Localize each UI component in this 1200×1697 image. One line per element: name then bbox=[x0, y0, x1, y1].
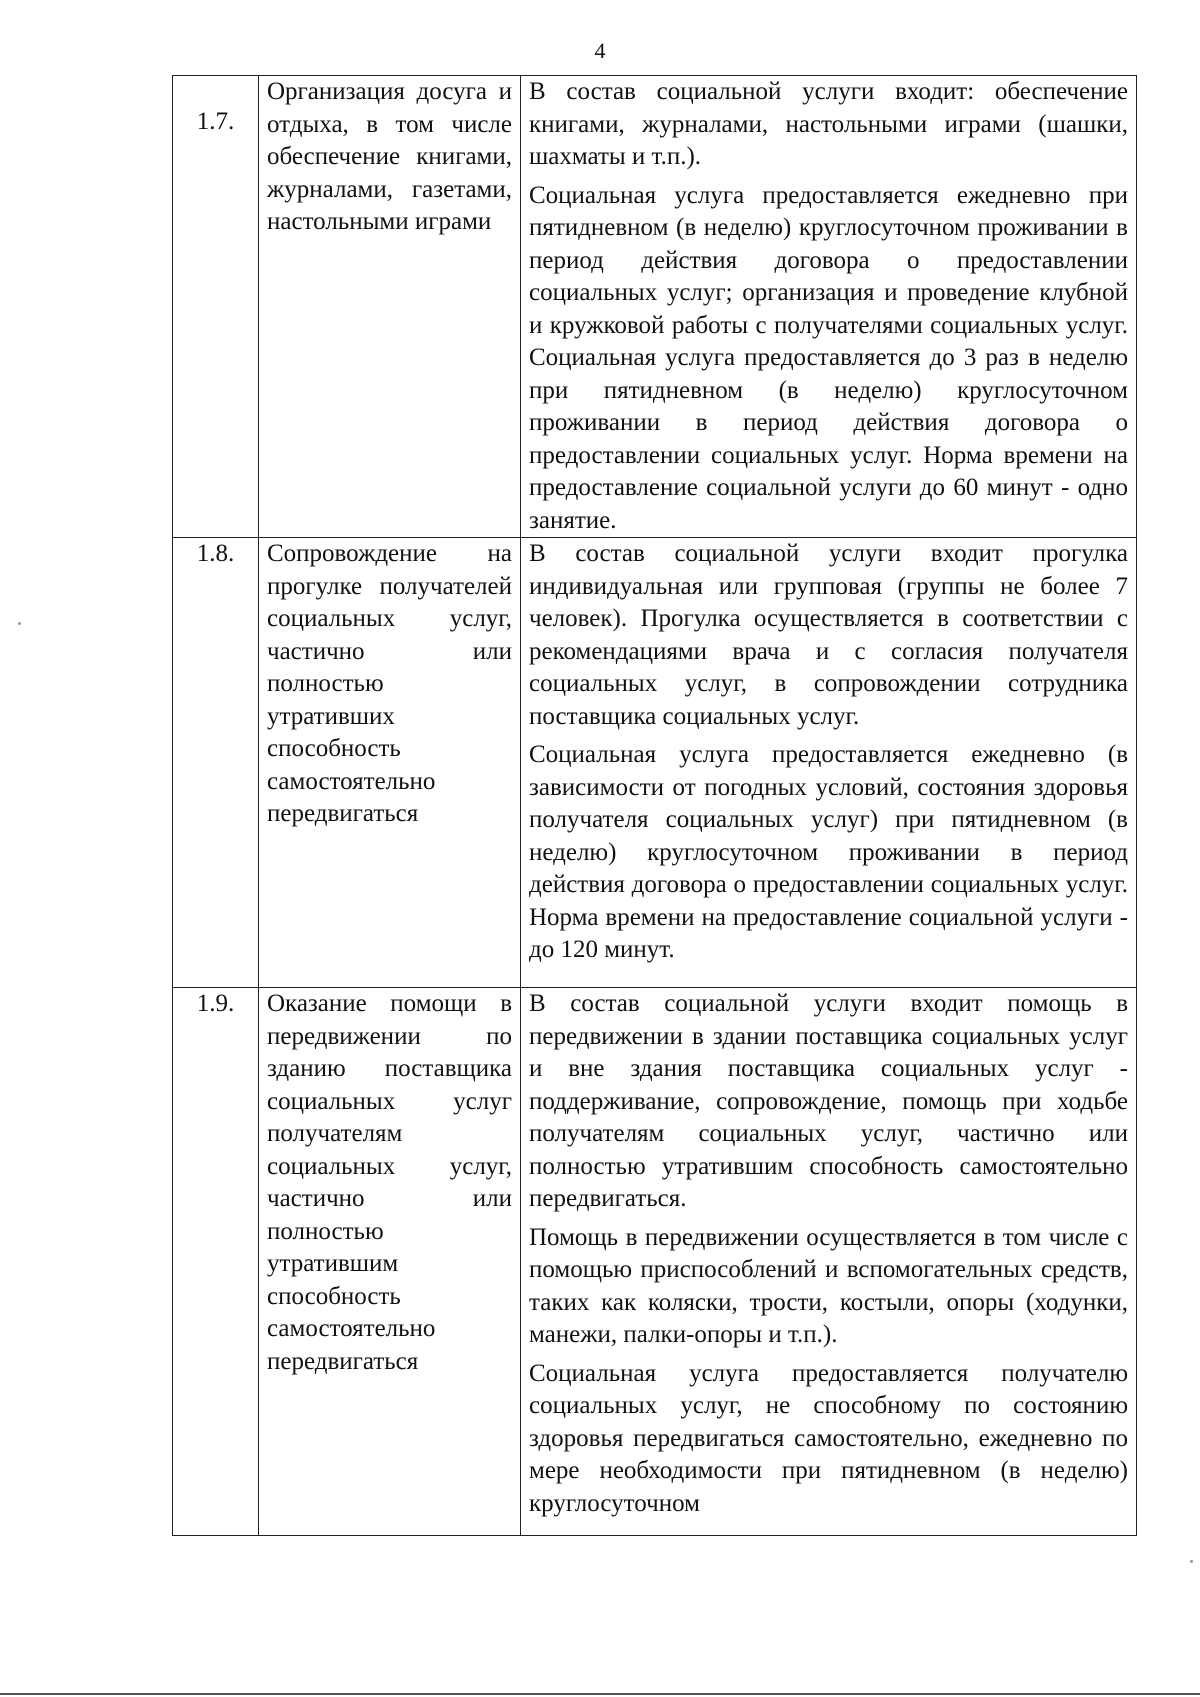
description-paragraph: В состав социальной услуги входит прогулка индивидуальная или групповая (группы не более 7 человек). Прогулка осуществляется в соответствии с рекомендациями врача и с согласия получателя социальных услуг, в сопровождении сотрудника поставщика социальных услуг. bbox=[529, 540, 1128, 730]
description-paragraph: В состав социальной услуги входит помощь в передвижении в здании поставщика социальных услуг и вне здания поставщика социальных услуг - поддерживание, сопровождение, помощь при ходьбе получателям социальных услуг, частично или полностью утратившим способность самостоятельно передвигаться. bbox=[529, 990, 1128, 1212]
services-table bbox=[172, 75, 1137, 1536]
description-paragraph: Социальная услуга предоставляется получателю социальных услуг, не способному по состоянию здоровья передвигаться самостоятельно, ежедневно по мере необходимости при пятидневном (в неделю) круглосуточном bbox=[529, 1359, 1128, 1517]
service-name: Организация досуга и отдыха, в том числе обеспечение книгами, журналами, газетами, настольными играми bbox=[259, 76, 521, 538]
table-row bbox=[173, 538, 1137, 988]
row-number: 1.8. bbox=[173, 538, 259, 988]
description-paragraph: Социальная услуга предоставляется ежедневно при пятидневном (в неделю) круглосуточном проживании в период действия договора о предоставлении социальных услуг; организация и проведение клубной и кружковой работы с получателями социальных услуг. Социальная услуга предоставляется до 3 раз в неделю при пятидневном (в неделю) круглосуточном проживании в период действия договора о предоставлении социальных услуг. Норма времени на предоставление социальной услуги до 60 минут - одно занятие. bbox=[529, 181, 1128, 534]
row-number: 1.7. bbox=[173, 76, 259, 538]
table-row bbox=[173, 76, 1137, 538]
table-row bbox=[173, 988, 1137, 1536]
description-paragraph: В состав социальной услуги входит: обеспечение книгами, журналами, настольными играми (шашки, шахматы и т.п.). bbox=[529, 78, 1128, 170]
service-name: Сопровождение на прогулке получателей социальных услуг, частично или полностью утративших способность самостоятельно передвигаться bbox=[259, 538, 521, 988]
row-number: 1.9. bbox=[173, 988, 259, 1536]
service-description bbox=[521, 538, 1137, 988]
service-description bbox=[521, 76, 1137, 538]
description-paragraph: Помощь в передвижении осуществляется в том числе с помощью приспособлений и вспомогательных средств, таких как коляски, трости, костыли, опоры (ходунки, манежи, палки-опоры и т.п.). bbox=[529, 1223, 1128, 1348]
scan-speck bbox=[18, 622, 21, 625]
page-number: 4 bbox=[594, 38, 606, 63]
scan-speck bbox=[1190, 1560, 1193, 1563]
page-bottom-rule bbox=[0, 1693, 1200, 1695]
service-description bbox=[521, 988, 1137, 1536]
description-paragraph: Социальная услуга предоставляется ежедневно (в зависимости от погодных условий, состояния здоровья получателя социальных услуг) при пятидневном (в неделю) круглосуточном проживании в период действия договора о предоставлении социальных услуг. Норма времени на предоставление социальной услуги - до 120 минут. bbox=[529, 741, 1128, 963]
service-name: Оказание помощи в передвижении по зданию поставщика социальных услуг получателям социальных услуг, частично или полностью утратившим способность самостоятельно передвигаться bbox=[259, 988, 521, 1536]
